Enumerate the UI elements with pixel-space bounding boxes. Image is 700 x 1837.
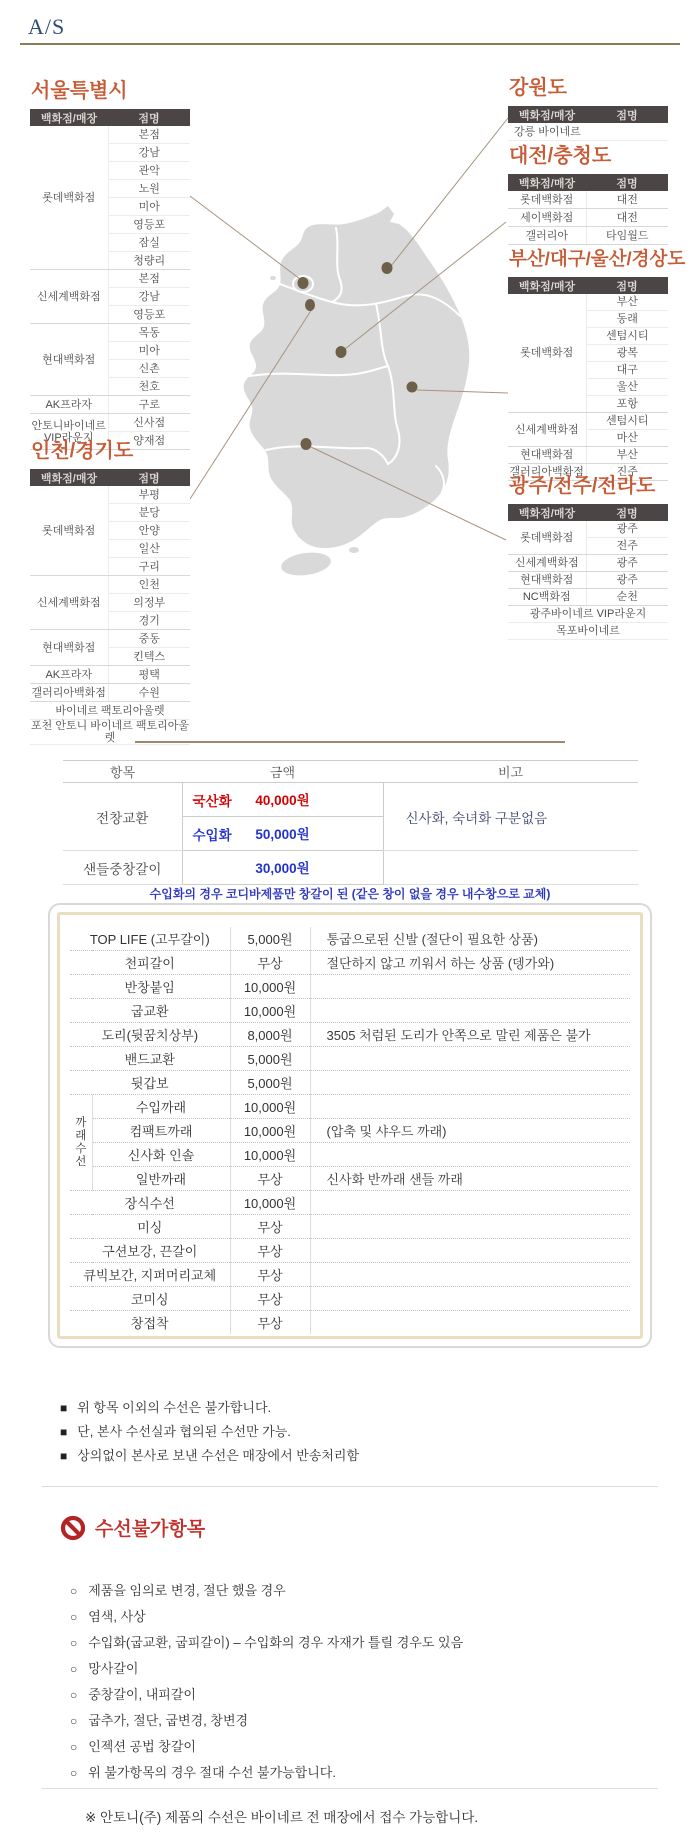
store-name-cell: 현대백화점 bbox=[508, 572, 586, 589]
outlet-cell: 목포바이네르 bbox=[508, 623, 668, 640]
table-row bbox=[508, 191, 668, 209]
repair-desc-cell: 3505 처럼된 도리가 안쪽으로 말린 제품은 불가 bbox=[310, 1023, 630, 1047]
price-summary-table bbox=[63, 760, 638, 885]
outlet-cell: 광주바이네르 VIP라운지 bbox=[508, 606, 668, 623]
forbidden-item bbox=[70, 1760, 463, 1786]
forbidden-item-text: 수입화(굽교환, 굽피갈이) – 수입화의 경우 자재가 틀릴 경우도 있음 bbox=[88, 1635, 464, 1650]
branch-cell: 포항 bbox=[586, 396, 668, 413]
table-row bbox=[30, 666, 190, 684]
branch-cell: 수원 bbox=[108, 684, 190, 702]
table-row bbox=[30, 324, 190, 342]
forbidden-item bbox=[70, 1630, 463, 1656]
group-label-cell: 까 래 수 선 bbox=[70, 1095, 92, 1191]
repair-row bbox=[70, 1143, 630, 1167]
store-name-cell: AK프라자 bbox=[30, 396, 108, 414]
repair-name-cell: 코미싱 bbox=[70, 1287, 230, 1311]
branch-cell: 일산 bbox=[108, 540, 190, 558]
branch-cell: 센텀시티 bbox=[586, 413, 668, 430]
branch-cell: 울산 bbox=[586, 379, 668, 396]
forbidden-item bbox=[70, 1604, 463, 1630]
map-marker-gyeongsang bbox=[407, 382, 418, 393]
table-row bbox=[508, 413, 668, 430]
repair-row bbox=[70, 1119, 630, 1143]
repair-row bbox=[70, 1263, 630, 1287]
note-text: 위 항목 이외의 수선은 불가합니다. bbox=[77, 1400, 272, 1415]
branch-cell: 강남 bbox=[108, 288, 190, 306]
branch-cell: 중동 bbox=[108, 630, 190, 648]
forbidden-item bbox=[70, 1656, 463, 1682]
store-name-cell: 세이백화점 bbox=[508, 209, 586, 227]
store-name-cell: 롯데백화점 bbox=[508, 191, 586, 209]
note-item bbox=[60, 1396, 359, 1420]
repair-price-cell: 무상 bbox=[230, 951, 310, 975]
branch-cell: 센텀시티 bbox=[586, 328, 668, 345]
region-gangwon bbox=[508, 71, 668, 141]
branch-cell: 미아 bbox=[108, 198, 190, 216]
repair-price-cell: 10,000원 bbox=[230, 1119, 310, 1143]
table-row bbox=[508, 227, 668, 245]
repair-row bbox=[70, 1287, 630, 1311]
column-header: 점명 bbox=[586, 277, 668, 294]
repair-desc-cell: (압축 및 샤우드 까래) bbox=[310, 1119, 630, 1143]
price-item-cell: 전창교환 bbox=[63, 783, 182, 851]
repair-desc-cell: 신사화 반까래 샌들 까래 bbox=[310, 1167, 630, 1191]
circle-bullet-icon: ○ bbox=[70, 1636, 78, 1650]
branch-cell: 노원 bbox=[108, 180, 190, 198]
repair-desc-cell bbox=[310, 1071, 630, 1095]
region-title: 서울특별시 bbox=[31, 80, 128, 102]
forbidden-item-text: 인젝션 공법 창갈이 bbox=[88, 1739, 196, 1754]
branch-cell: 목동 bbox=[108, 324, 190, 342]
branch-cell: 본점 bbox=[108, 126, 190, 144]
circle-bullet-icon: ○ bbox=[70, 1740, 78, 1754]
store-name-cell: 현대백화점 bbox=[508, 447, 586, 464]
repair-row bbox=[70, 1167, 630, 1191]
region-title: 강원도 bbox=[509, 77, 567, 99]
circle-bullet-icon: ○ bbox=[70, 1584, 78, 1598]
repair-desc-cell bbox=[310, 1047, 630, 1071]
price-header-amount: 금액 bbox=[182, 761, 383, 783]
table-row bbox=[508, 294, 668, 311]
branch-cell: 영등포 bbox=[108, 216, 190, 234]
note-item bbox=[60, 1420, 359, 1444]
store-name-cell: 현대백화점 bbox=[30, 630, 108, 666]
store-name-cell: 신세계백화점 bbox=[508, 413, 586, 447]
repair-row bbox=[70, 975, 630, 999]
repair-row bbox=[70, 1239, 630, 1263]
region-table-header-row bbox=[508, 106, 668, 123]
table-row bbox=[508, 555, 668, 572]
region-table-header-row bbox=[508, 277, 668, 294]
repair-price-cell: 무상 bbox=[230, 1239, 310, 1263]
branch-cell: 안양 bbox=[108, 522, 190, 540]
price-amount-cell bbox=[182, 851, 383, 885]
column-header: 백화점/매장 bbox=[508, 174, 586, 191]
forbidden-item bbox=[70, 1578, 463, 1604]
table-row bbox=[508, 123, 668, 141]
repair-name-cell: 구션보강, 끈갈이 bbox=[70, 1239, 230, 1263]
repair-name-cell: 신사화 인솔 bbox=[92, 1143, 230, 1167]
store-name-cell: NC백화점 bbox=[508, 589, 586, 606]
branch-cell: 신사점 bbox=[108, 414, 190, 432]
repair-desc-cell bbox=[310, 1239, 630, 1263]
column-header: 점명 bbox=[586, 106, 668, 123]
branch-cell: 의정부 bbox=[108, 594, 190, 612]
branch-cell: 신촌 bbox=[108, 360, 190, 378]
price-value: 50,000원 bbox=[255, 827, 310, 842]
column-header: 백화점/매장 bbox=[508, 106, 586, 123]
table-row bbox=[508, 589, 668, 606]
table-row bbox=[508, 447, 668, 464]
branch-cell: 광복 bbox=[586, 345, 668, 362]
outlet-cell: 바이네르 팩토리아울렛 bbox=[30, 702, 190, 720]
forbidden-item bbox=[70, 1734, 463, 1760]
region-table-header-row bbox=[30, 469, 190, 486]
repair-price-cell: 무상 bbox=[230, 1215, 310, 1239]
region-busan bbox=[508, 245, 685, 481]
map-marker-daejeon bbox=[336, 346, 347, 358]
repair-price-cell: 5,000원 bbox=[230, 1071, 310, 1095]
repair-row bbox=[70, 1071, 630, 1095]
forbidden-item-text: 망사갈이 bbox=[88, 1661, 139, 1676]
table-row bbox=[30, 630, 190, 648]
jeju-island bbox=[280, 550, 333, 579]
table-row bbox=[508, 572, 668, 589]
branch-cell: 관악 bbox=[108, 162, 190, 180]
column-header: 백화점/매장 bbox=[508, 277, 586, 294]
forbidden-title: 수선불가항목 bbox=[95, 1519, 206, 1540]
table-row bbox=[508, 521, 668, 538]
branch-cell: 대전 bbox=[586, 191, 668, 209]
map-marker-gyeonggi bbox=[305, 299, 315, 311]
repair-price-cell: 10,000원 bbox=[230, 999, 310, 1023]
price-amount-cell bbox=[182, 817, 383, 851]
map-marker-seoul bbox=[298, 277, 309, 289]
forbidden-items-list bbox=[70, 1578, 463, 1786]
branch-cell: 구리 bbox=[108, 558, 190, 576]
table-row bbox=[30, 270, 190, 288]
region-table bbox=[508, 174, 668, 245]
price-value: 30,000원 bbox=[255, 861, 310, 876]
region-title: 인천/경기도 bbox=[31, 440, 134, 462]
store-name-cell: 롯데백화점 bbox=[30, 126, 108, 270]
table-row bbox=[508, 209, 668, 227]
price-footnote: 수입화의 경우 코디바제품만 창갈이 된 (같은 창이 없을 경우 내수창으로 교체) bbox=[149, 887, 551, 901]
price-row bbox=[63, 783, 638, 817]
repair-desc-cell bbox=[310, 1095, 630, 1119]
region-daejeon bbox=[508, 139, 668, 245]
branch-cell: 킨텍스 bbox=[108, 648, 190, 666]
repair-price-cell: 10,000원 bbox=[230, 1143, 310, 1167]
repair-price-cell: 무상 bbox=[230, 1311, 310, 1335]
outlet-cell: 강릉 바이네르 bbox=[508, 123, 668, 141]
column-header: 점명 bbox=[108, 109, 190, 126]
page-title: A/S bbox=[28, 14, 66, 39]
store-name-cell: 롯데백화점 bbox=[508, 521, 586, 555]
section-divider bbox=[135, 741, 565, 743]
repair-price-cell: 5,000원 bbox=[230, 1047, 310, 1071]
line-seoul bbox=[190, 196, 300, 279]
forbidden-item-text: 굽추가, 절단, 굽변경, 창변경 bbox=[88, 1713, 249, 1728]
branch-cell: 구로 bbox=[108, 396, 190, 414]
price-value: 40,000원 bbox=[255, 793, 310, 808]
store-name-cell: 갤러리아백화점 bbox=[30, 684, 108, 702]
branch-cell: 동래 bbox=[586, 311, 668, 328]
table-row bbox=[30, 396, 190, 414]
forbidden-item-text: 위 불가항목의 경우 절대 수선 불가능합니다. bbox=[88, 1765, 336, 1780]
branch-cell: 광주 bbox=[586, 521, 668, 538]
branch-cell: 대구 bbox=[586, 362, 668, 379]
repair-row bbox=[70, 927, 630, 951]
square-bullet-icon: ■ bbox=[60, 1449, 68, 1463]
price-note-cell bbox=[383, 851, 638, 885]
forbidden-item-text: 중창갈이, 내피갈이 bbox=[88, 1687, 196, 1702]
repair-price-cell: 8,000원 bbox=[230, 1023, 310, 1047]
repair-row bbox=[70, 1095, 630, 1119]
forbidden-item-text: 제품을 임의로 변경, 절단 했을 경우 bbox=[88, 1583, 286, 1598]
divider bbox=[42, 1486, 658, 1487]
price-row bbox=[63, 851, 638, 885]
column-header: 점명 bbox=[586, 174, 668, 191]
branch-cell: 경기 bbox=[108, 612, 190, 630]
repair-desc-cell bbox=[310, 975, 630, 999]
repair-desc-cell bbox=[310, 1215, 630, 1239]
store-name-cell: AK프라자 bbox=[30, 666, 108, 684]
repair-row bbox=[70, 1215, 630, 1239]
table-row bbox=[30, 576, 190, 594]
store-name-cell: 안토니바이네르 VIP라운지 bbox=[30, 414, 108, 450]
price-amount-cell bbox=[182, 783, 383, 817]
branch-cell: 부산 bbox=[586, 294, 668, 311]
circle-bullet-icon: ○ bbox=[70, 1714, 78, 1728]
region-table bbox=[508, 106, 668, 141]
table-row bbox=[30, 702, 190, 720]
repair-row bbox=[70, 1047, 630, 1071]
forbidden-section-header bbox=[60, 1514, 205, 1541]
repair-name-cell: 미싱 bbox=[70, 1215, 230, 1239]
divider bbox=[42, 1788, 658, 1789]
repair-name-cell: 컴팩트까래 bbox=[92, 1119, 230, 1143]
note-item bbox=[60, 1444, 359, 1468]
circle-bullet-icon: ○ bbox=[70, 1688, 78, 1702]
branch-cell: 청량리 bbox=[108, 252, 190, 270]
price-header-item: 항목 bbox=[63, 761, 182, 783]
region-seoul bbox=[30, 74, 190, 450]
table-row bbox=[508, 623, 668, 640]
price-header-row bbox=[63, 761, 638, 783]
map-marker-gangwon bbox=[382, 262, 393, 274]
repair-row bbox=[70, 951, 630, 975]
repair-price-box bbox=[48, 903, 652, 1348]
store-name-cell: 신세계백화점 bbox=[30, 270, 108, 324]
branch-cell: 분당 bbox=[108, 504, 190, 522]
note-text: 상의없이 본사로 보낸 수선은 매장에서 반송처리함 bbox=[77, 1448, 360, 1463]
store-name-cell: 현대백화점 bbox=[30, 324, 108, 396]
region-table-header-row bbox=[508, 174, 668, 191]
square-bullet-icon: ■ bbox=[60, 1401, 68, 1415]
repair-desc-cell bbox=[310, 999, 630, 1023]
region-title: 대전/충청도 bbox=[509, 145, 612, 167]
branch-cell: 진주 bbox=[586, 464, 668, 481]
repair-desc-cell bbox=[310, 1143, 630, 1167]
branch-cell: 부산 bbox=[586, 447, 668, 464]
branch-cell: 인천 bbox=[108, 576, 190, 594]
region-table bbox=[30, 109, 190, 450]
price-type-label: 국산화 bbox=[192, 793, 232, 809]
forbidden-item bbox=[70, 1708, 463, 1734]
region-title: 부산/대구/울산/경상도 bbox=[509, 248, 686, 269]
repair-price-table bbox=[70, 927, 630, 1334]
repair-name-cell: 장식수선 bbox=[70, 1191, 230, 1215]
branch-cell: 천호 bbox=[108, 378, 190, 396]
repair-name-cell: 수입까래 bbox=[92, 1095, 230, 1119]
repair-name-cell: 도리(뒷꿈치상부) bbox=[70, 1023, 230, 1047]
forbidden-item bbox=[70, 1682, 463, 1708]
branch-cell: 평택 bbox=[108, 666, 190, 684]
branch-cell: 타임월드 bbox=[586, 227, 668, 245]
store-name-cell: 롯데백화점 bbox=[30, 486, 108, 576]
repair-name-cell: 뒷갑보 bbox=[70, 1071, 230, 1095]
column-header: 백화점/매장 bbox=[30, 109, 108, 126]
region-table-header-row bbox=[508, 504, 668, 521]
region-table bbox=[30, 469, 190, 745]
final-note: ※ 안토니(주) 제품의 수선은 바이네르 전 매장에서 접수 가능합니다. bbox=[85, 1810, 479, 1825]
branch-cell: 본점 bbox=[108, 270, 190, 288]
branch-cell: 부평 bbox=[108, 486, 190, 504]
outlet-cell: 포천 안토니 바이네르 팩토리아울렛 bbox=[31, 720, 189, 744]
note-text: 단, 본사 수선실과 협의된 수선만 가능. bbox=[77, 1424, 291, 1439]
branch-cell: 광주 bbox=[586, 572, 668, 589]
header-rule bbox=[20, 43, 680, 45]
repair-name-cell: 일반까래 bbox=[92, 1167, 230, 1191]
branch-cell: 대전 bbox=[586, 209, 668, 227]
repair-price-cell: 10,000원 bbox=[230, 975, 310, 999]
region-gwangju bbox=[508, 469, 668, 640]
repair-name-cell: 큐빅보간, 지퍼머리교체 bbox=[70, 1263, 230, 1287]
repair-price-cell: 무상 bbox=[230, 1263, 310, 1287]
region-title: 광주/전주/전라도 bbox=[509, 475, 656, 497]
table-row bbox=[30, 486, 190, 504]
repair-desc-cell: 통굽으로된 신발 (절단이 필요한 상품) bbox=[310, 927, 630, 951]
price-type-label: 수입화 bbox=[192, 827, 232, 843]
square-bullet-icon: ■ bbox=[60, 1425, 68, 1439]
repair-desc-cell bbox=[310, 1311, 630, 1335]
map-marker-jeolla bbox=[301, 438, 312, 450]
store-name-cell: 갤러리아백화점 bbox=[508, 464, 586, 481]
repair-name-cell: 천피갈이 bbox=[70, 951, 230, 975]
table-row bbox=[508, 606, 668, 623]
circle-bullet-icon: ○ bbox=[70, 1766, 78, 1780]
region-table bbox=[508, 504, 668, 640]
price-note-cell: 신사화, 숙녀화 구분없음 bbox=[383, 783, 638, 851]
repair-desc-cell bbox=[310, 1287, 630, 1311]
branch-cell: 전주 bbox=[586, 538, 668, 555]
branch-cell: 영등포 bbox=[108, 306, 190, 324]
repair-desc-cell: 절단하지 않고 끼워서 하는 상품 (뎅가와) bbox=[310, 951, 630, 975]
repair-price-cell: 무상 bbox=[230, 1167, 310, 1191]
repair-name-cell: 밴드교환 bbox=[70, 1047, 230, 1071]
repair-name-cell: 굽교환 bbox=[70, 999, 230, 1023]
branch-cell: 잠실 bbox=[108, 234, 190, 252]
store-name-cell: 신세계백화점 bbox=[30, 576, 108, 630]
repair-price-cell: 5,000원 bbox=[230, 927, 310, 951]
table-row bbox=[30, 126, 190, 144]
branch-cell: 양재점 bbox=[108, 432, 190, 450]
region-table bbox=[508, 277, 668, 481]
table-row bbox=[30, 684, 190, 702]
no-entry-icon bbox=[60, 1515, 86, 1541]
table-row bbox=[30, 414, 190, 432]
branch-cell: 순천 bbox=[586, 589, 668, 606]
column-header: 백화점/매장 bbox=[508, 504, 586, 521]
repair-desc-cell bbox=[310, 1263, 630, 1287]
branch-cell: 미아 bbox=[108, 342, 190, 360]
repair-price-cell: 10,000원 bbox=[230, 1191, 310, 1215]
column-header: 백화점/매장 bbox=[30, 469, 108, 486]
line-gangwon bbox=[391, 118, 508, 266]
repair-row bbox=[70, 1023, 630, 1047]
store-locations-section bbox=[0, 60, 700, 744]
branch-cell: 마산 bbox=[586, 430, 668, 447]
branch-cell: 강남 bbox=[108, 144, 190, 162]
repair-price-cell: 무상 bbox=[230, 1287, 310, 1311]
repair-row bbox=[70, 1311, 630, 1335]
branch-cell: 광주 bbox=[586, 555, 668, 572]
store-name-cell: 갤러리아 bbox=[508, 227, 586, 245]
repair-name-cell: 창접착 bbox=[130, 1316, 169, 1331]
repair-price-cell: 10,000원 bbox=[230, 1095, 310, 1119]
forbidden-item-text: 염색, 사상 bbox=[88, 1609, 146, 1624]
price-header-note: 비고 bbox=[383, 761, 638, 783]
circle-bullet-icon: ○ bbox=[70, 1610, 78, 1624]
region-incheon bbox=[30, 434, 190, 745]
store-name-cell: 신세계백화점 bbox=[508, 555, 586, 572]
repair-name-cell: TOP LIFE (고무갈이) bbox=[70, 927, 230, 951]
circle-bullet-icon: ○ bbox=[70, 1662, 78, 1676]
repair-notes bbox=[60, 1396, 359, 1468]
price-item-cell: 샌들중창갈이 bbox=[63, 851, 182, 885]
repair-row bbox=[70, 1191, 630, 1215]
region-table-header-row bbox=[30, 109, 190, 126]
store-name-cell: 롯데백화점 bbox=[508, 294, 586, 413]
repair-desc-cell bbox=[310, 1191, 630, 1215]
repair-name-cell: 반창붙임 bbox=[70, 975, 230, 999]
column-header: 점명 bbox=[586, 504, 668, 521]
column-header: 점명 bbox=[108, 469, 190, 486]
repair-row bbox=[70, 999, 630, 1023]
